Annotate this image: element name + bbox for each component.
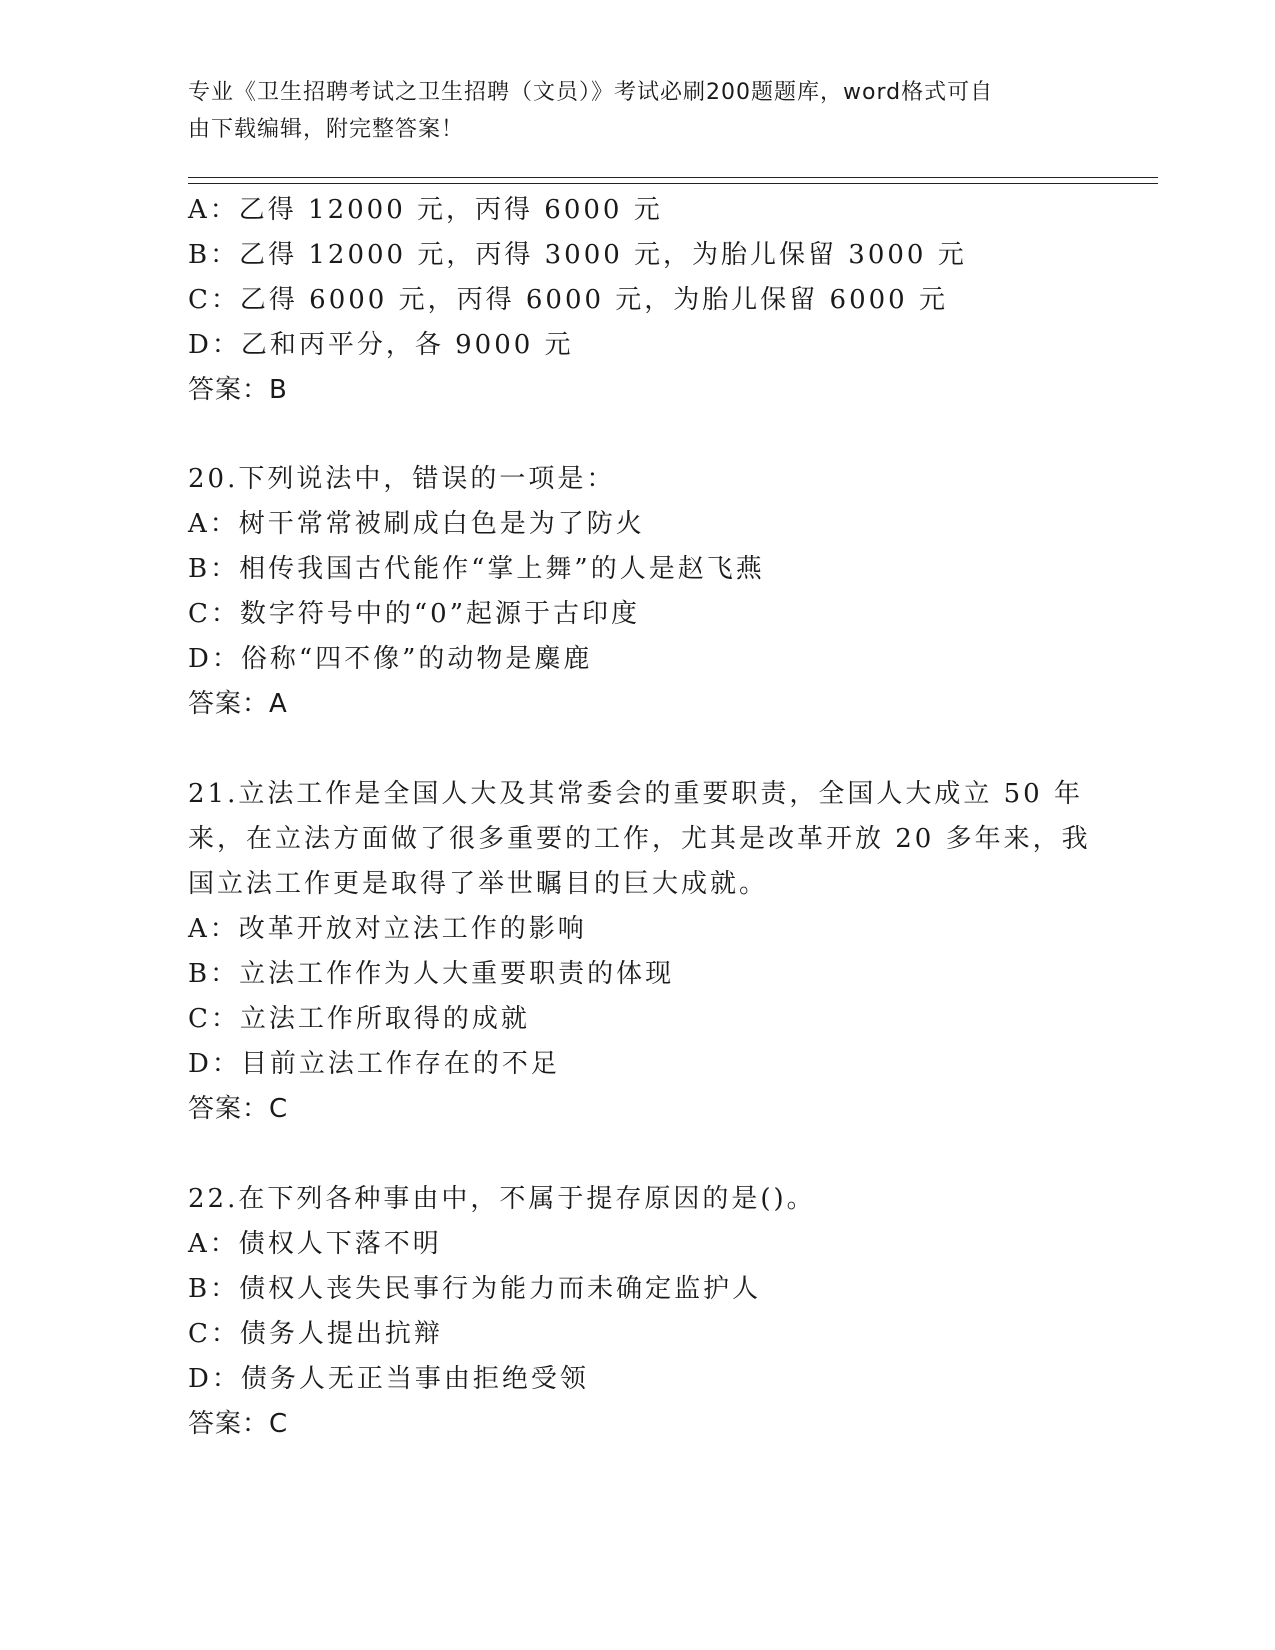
q22-option-a: A：债权人下落不明 xyxy=(188,1229,442,1259)
q22-option-c: C：债务人提出抗辩 xyxy=(188,1319,443,1349)
q20-option-b: B：相传我国古代能作“掌上舞”的人是赵飞燕 xyxy=(188,554,765,584)
q21-stem-line-2: 来，在立法方面做了很多重要的工作，尤其是改革开放 20 多年来，我 xyxy=(188,824,1091,854)
header-intro-line-2: 由下载编辑，附完整答案！ xyxy=(188,117,465,142)
q21-option-c: C：立法工作所取得的成就 xyxy=(188,1004,530,1034)
header-divider-top xyxy=(188,177,1158,178)
q19-option-a: A：乙得 12000 元，丙得 6000 元 xyxy=(188,195,663,225)
q22-option-d: D：债务人无正当事由拒绝受领 xyxy=(188,1364,589,1394)
q20-option-d: D：俗称“四不像”的动物是麋鹿 xyxy=(188,644,593,674)
q19-answer: 答案：B xyxy=(188,375,288,405)
q21-answer: 答案：C xyxy=(188,1094,289,1124)
q21-option-d: D：目前立法工作存在的不足 xyxy=(188,1049,560,1079)
q20-stem: 20.下列说法中，错误的一项是： xyxy=(188,464,616,494)
document-header xyxy=(188,74,1088,148)
q20-answer: 答案：A xyxy=(188,689,288,719)
q20-option-c: C：数字符号中的“0”起源于古印度 xyxy=(188,599,641,629)
q20-option-a: A：树干常常被刷成白色是为了防火 xyxy=(188,509,645,539)
q21-stem-line-1: 21.立法工作是全国人大及其常委会的重要职责，全国人大成立 50 年 xyxy=(188,779,1083,809)
q22-option-b: B：债权人丧失民事行为能力而未确定监护人 xyxy=(188,1274,762,1304)
q21-option-b: B：立法工作作为人大重要职责的体现 xyxy=(188,959,675,989)
q19-option-b: B：乙得 12000 元，丙得 3000 元，为胎儿保留 3000 元 xyxy=(188,240,967,270)
q22-stem: 22.在下列各种事由中，不属于提存原因的是()。 xyxy=(188,1184,816,1214)
q19-option-d: D：乙和丙平分，各 9000 元 xyxy=(188,330,574,360)
header-divider-bottom xyxy=(188,183,1158,184)
q21-stem-line-3: 国立法工作更是取得了举世瞩目的巨大成就。 xyxy=(188,869,769,899)
q19-option-c: C：乙得 6000 元，丙得 6000 元，为胎儿保留 6000 元 xyxy=(188,285,948,315)
header-intro-line-1: 专业《卫生招聘考试之卫生招聘（文员）》考试必刷200题题库，word格式可自 xyxy=(188,80,994,105)
q22-answer: 答案：C xyxy=(188,1409,289,1439)
q21-option-a: A：改革开放对立法工作的影响 xyxy=(188,914,587,944)
